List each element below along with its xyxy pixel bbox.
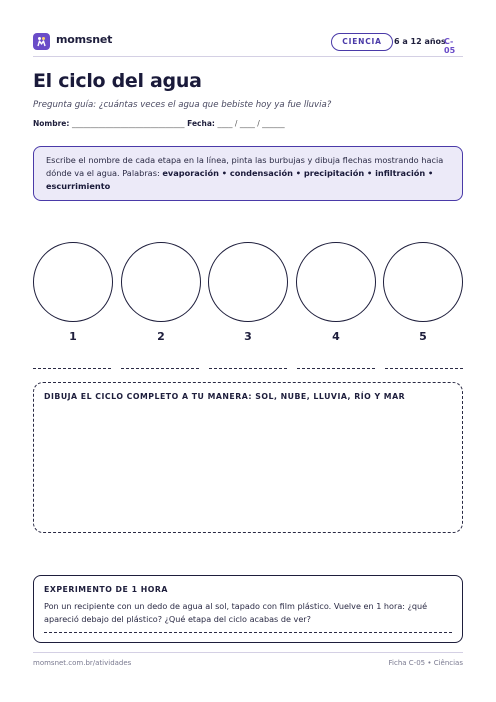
header-divider [33,56,463,57]
experiment-box [33,575,463,643]
stage-number: 4 [332,330,340,343]
instructions-words: evaporación • condensación • precipitación • infiltración • escurrimiento [46,168,434,191]
stage-number: 3 [244,330,252,343]
page-title: El ciclo del agua [33,70,202,92]
stage-number: 2 [157,330,165,343]
stage-circles [33,242,465,343]
answer-line[interactable] [385,368,463,369]
age-range: 6 a 12 años [394,37,446,46]
name-date-field [33,119,285,128]
instructions-box [33,146,463,201]
experiment-title: EXPERIMENTO DE 1 HORA [44,585,168,594]
answer-line[interactable] [297,368,375,369]
stage-answer-lines [33,368,463,372]
answer-line[interactable] [33,368,111,369]
date-label: Fecha: [187,119,215,128]
stage-bubble[interactable] [33,242,113,343]
guide-question: Pregunta guía: ¿cuántas veces el agua que bebiste hoy ya fue lluvia? [33,100,332,110]
instructions-text: Escribe el nombre de cada etapa en la línea, pinta las burbujas y dibuja flechas mostrando hacia dónde va el agua. Palabras: [46,155,444,178]
drawing-title: DIBUJA EL CICLO COMPLETO A TU MANERA: SOL, NUBE, LLUVIA, RÍO Y MAR [44,392,406,401]
experiment-answer-line[interactable] [44,632,452,633]
momsnet-logo-icon [33,33,50,50]
name-blank[interactable]: ______________________________ [72,119,185,128]
page-header [33,32,463,55]
footer-sheet-info: Ficha C-05 • Ciências [388,659,463,667]
stage-circle[interactable] [208,242,288,322]
footer-divider [33,652,463,653]
stage-circle[interactable] [33,242,113,322]
stage-number: 1 [69,330,77,343]
subject-badge: CIENCIA [331,33,393,51]
stage-bubble[interactable] [208,242,288,343]
footer-url: momsnet.com.br/atividades [33,659,132,667]
stage-bubble[interactable] [296,242,376,343]
stage-bubble[interactable] [121,242,201,343]
stage-number: 5 [419,330,427,343]
answer-line[interactable] [121,368,199,369]
experiment-text: Pon un recipiente con un dedo de agua al sol, tapado con film plástico. Vuelve en 1 hora: ¿qué apareció debajo del plástico? ¿Qué etapa del ciclo acabas de ver? [44,601,428,624]
stage-circle[interactable] [383,242,463,322]
brand-name: momsnet [56,33,113,46]
stage-bubble[interactable] [383,242,463,343]
sheet-code: C-05 [444,37,456,55]
drawing-area[interactable] [33,382,463,533]
stage-circle[interactable] [296,242,376,322]
answer-line[interactable] [209,368,287,369]
date-blank[interactable]: ____ / ____ / ______ [217,119,285,128]
name-label: Nombre: [33,119,70,128]
stage-circle[interactable] [121,242,201,322]
